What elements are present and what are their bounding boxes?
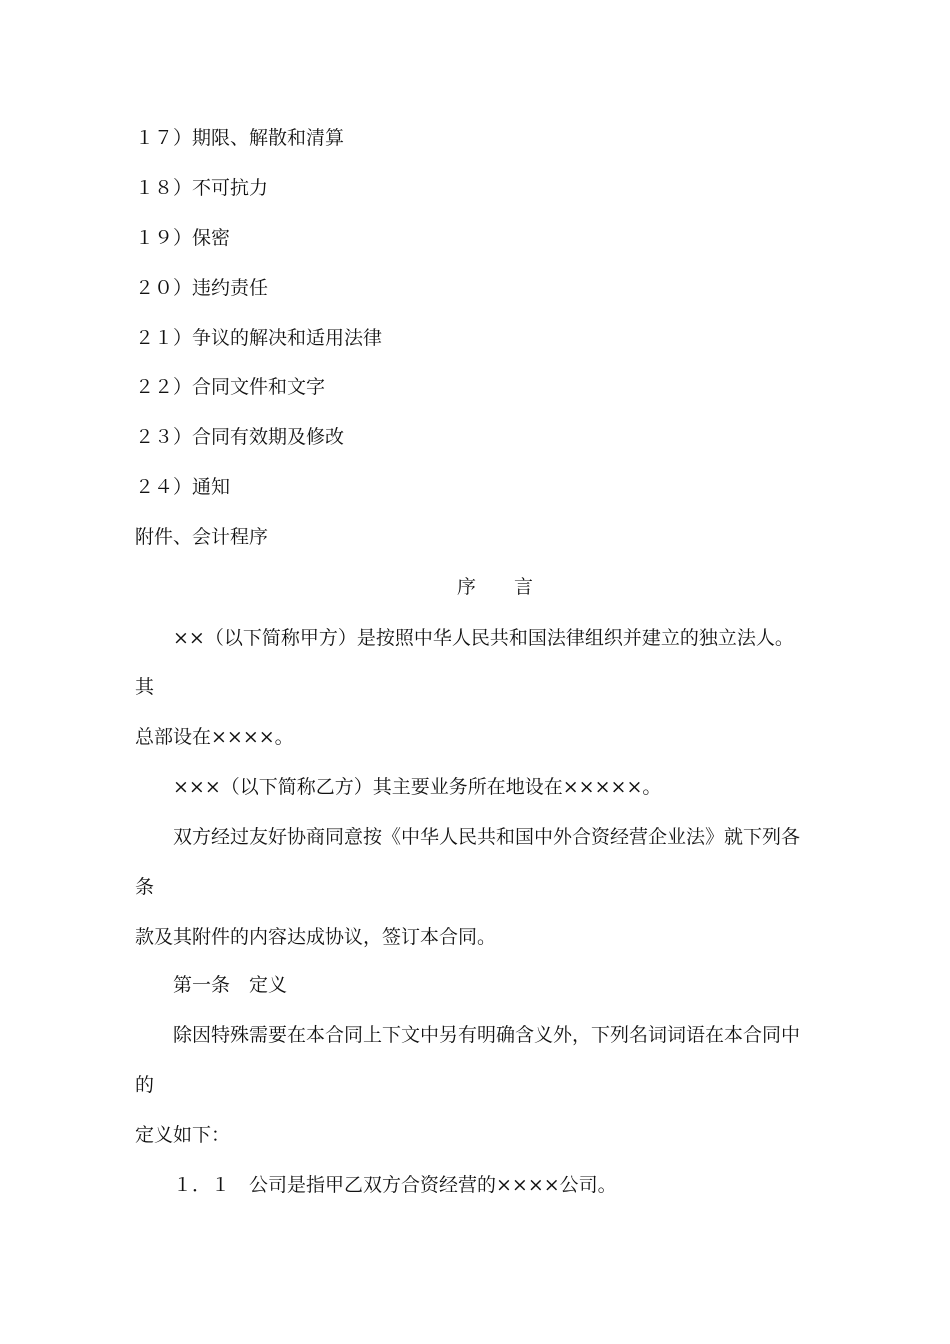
toc-item-19: １９）保密 — [135, 227, 231, 249]
article-1-heading: 第一条 定义 — [173, 974, 288, 996]
toc-item-18: １８）不可抗力 — [135, 177, 269, 199]
toc-item-20: ２０）违约责任 — [135, 277, 269, 299]
article-1-item-1-1: １．１ 公司是指甲乙双方合资经营的××××公司。 — [173, 1174, 617, 1196]
toc-item-24: ２４）通知 — [135, 476, 231, 498]
preface-heading: 序 言 — [456, 576, 533, 598]
preface-paragraph-1: ××（以下简称甲方）是按照中华人民共和国法律组织并建立的独立法人。 — [173, 627, 794, 649]
preface-paragraph-3-continued: 款及其附件的内容达成协议，签订本合同。 — [135, 926, 497, 948]
article-1-paragraph-continued: 定义如下： — [135, 1124, 231, 1146]
article-1-paragraph-continued: 的 — [135, 1074, 155, 1096]
toc-item-22: ２２）合同文件和文字 — [135, 376, 326, 398]
preface-paragraph-1-continued: 总部设在××××。 — [135, 726, 294, 748]
toc-item-17: １７）期限、解散和清算 — [135, 127, 345, 149]
toc-item-21: ２１）争议的解决和适用法律 — [135, 327, 383, 349]
toc-item-23: ２３）合同有效期及修改 — [135, 426, 345, 448]
article-1-paragraph: 除因特殊需要在本合同上下文中另有明确含义外，下列名词词语在本合同中 — [173, 1024, 801, 1046]
toc-item-appendix: 附件、会计程序 — [135, 526, 269, 548]
preface-paragraph-1-continued: 其 — [135, 676, 155, 698]
preface-paragraph-2: ×××（以下简称乙方）其主要业务所在地设在×××××。 — [173, 776, 662, 798]
preface-paragraph-3: 双方经过友好协商同意按《中华人民共和国中外合资经营企业法》就下列各 — [173, 826, 801, 848]
preface-paragraph-3-continued: 条 — [135, 876, 155, 898]
